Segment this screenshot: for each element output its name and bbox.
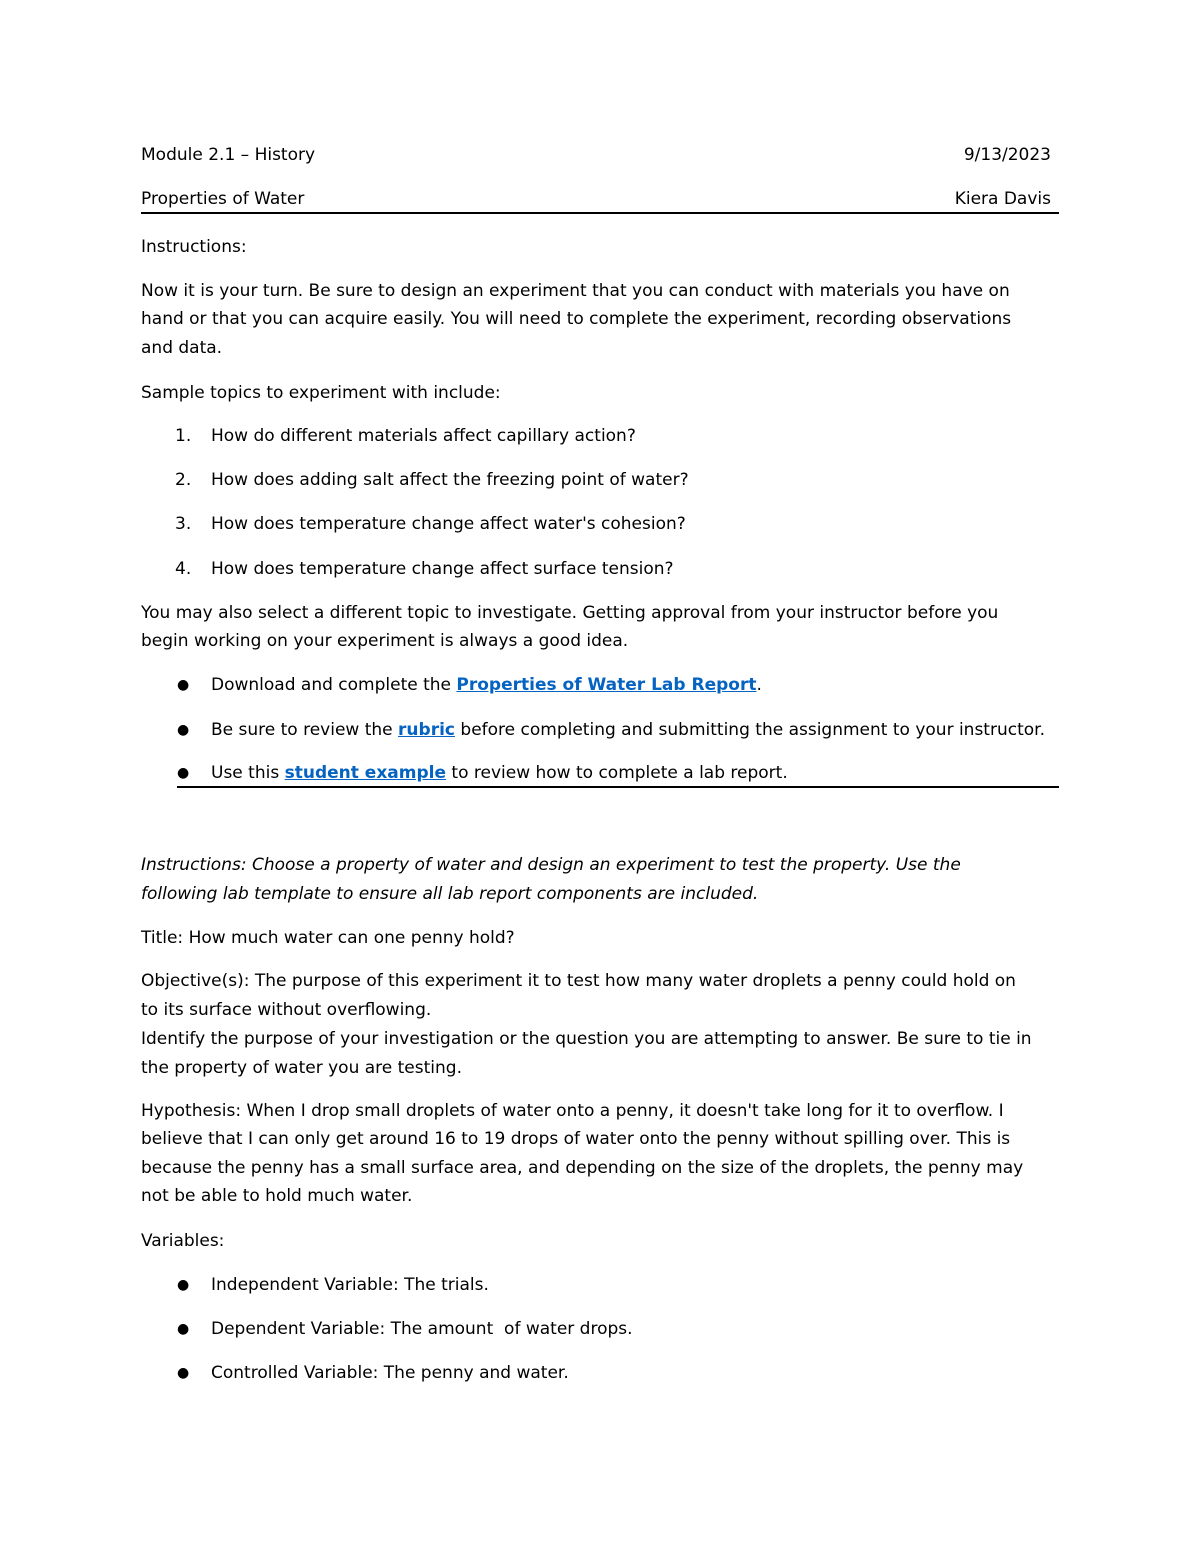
hypothesis-line-3: because the penny has a small surface area, and depending on the size of the droplets, the penny may — [141, 1158, 1024, 1178]
bullet-text — [211, 671, 762, 699]
student-example-link[interactable]: student example — [284, 763, 446, 783]
list-number: 1. — [175, 426, 192, 446]
header-row-2 — [141, 185, 1059, 213]
bullet-text — [211, 716, 1045, 744]
identify-line-1: Identify the purpose of your investigation or the question you are attempting to answer. Be sure to tie in — [141, 1029, 1032, 1049]
list-item-text: How does adding salt affect the freezing point of water? — [211, 470, 689, 490]
intro-line-1: Now it is your turn. Be sure to design an experiment that you can conduct with materials you have on — [141, 281, 1010, 301]
bullet-text-after: . — [756, 675, 762, 695]
variable-text: Controlled Variable: The penny and water. — [211, 1363, 569, 1383]
bullet-text-before: Download and complete the — [211, 675, 457, 695]
hypothesis-line-4: not be able to hold much water. — [141, 1186, 413, 1206]
variables-heading: Variables: — [141, 1231, 225, 1251]
template-instructions-line-2: following lab template to ensure all lab report components are included. — [141, 884, 759, 904]
intro-line-2: hand or that you can acquire easily. You will need to complete the experiment, recording observations — [141, 309, 1012, 329]
list-item-text: How does temperature change affect water's cohesion? — [211, 514, 686, 534]
alt-topic-line-1: You may also select a different topic to investigate. Getting approval from your instructor before you — [141, 603, 999, 623]
bullet-icon: ● — [177, 765, 190, 781]
bullet-icon: ● — [177, 722, 190, 738]
variable-text: Dependent Variable: The amount of water drops. — [211, 1319, 633, 1339]
intro-line-3: and data. — [141, 338, 223, 358]
bullet-text-after: to review how to complete a lab report. — [446, 763, 788, 783]
bullet-icon: ● — [177, 1365, 190, 1381]
bullet-text — [211, 759, 788, 787]
subject-label: Properties of Water — [141, 189, 305, 209]
objective-line-2: to its surface without overflowing. — [141, 1000, 432, 1020]
identify-line-2: the property of water you are testing. — [141, 1058, 462, 1078]
bullet-icon: ● — [177, 1277, 190, 1293]
header-row-1 — [141, 141, 1059, 169]
template-instructions-line-1: Instructions: Choose a property of water and design an experiment to test the property. Use the — [141, 855, 961, 875]
sample-topics-heading: Sample topics to experiment with include: — [141, 383, 501, 403]
bullet-text-after: before completing and submitting the assignment to your instructor. — [455, 720, 1045, 740]
objective-line-1: Objective(s): The purpose of this experiment it to test how many water droplets a penny could hold on — [141, 971, 1016, 991]
hypothesis-line-2: believe that I can only get around 16 to 19 drops of water onto the penny without spilling over. This is — [141, 1129, 1011, 1149]
list-item-text: How does temperature change affect surface tension? — [211, 559, 674, 579]
list-number: 4. — [175, 559, 192, 579]
rubric-link[interactable]: rubric — [398, 720, 455, 740]
header-rule — [141, 212, 1059, 214]
hypothesis-line-1: Hypothesis: When I drop small droplets of water onto a penny, it doesn't take long for it to overflow. I — [141, 1101, 1004, 1121]
lab-report-link[interactable]: Properties of Water Lab Report — [456, 675, 757, 695]
bullet-text-before: Be sure to review the — [211, 720, 399, 740]
bullet-text-before: Use this — [211, 763, 285, 783]
instructions-heading: Instructions: — [141, 237, 247, 257]
date-label: 9/13/2023 — [963, 145, 1051, 165]
variable-text: Independent Variable: The trials. — [211, 1275, 489, 1295]
author-label: Kiera Davis — [954, 189, 1051, 209]
list-number: 2. — [175, 470, 192, 490]
list-item-text: How do different materials affect capillary action? — [211, 426, 636, 446]
alt-topic-line-2: begin working on your experiment is always a good idea. — [141, 631, 629, 651]
bullet-icon: ● — [177, 677, 190, 693]
report-title: Title: How much water can one penny hold? — [141, 928, 515, 948]
list-number: 3. — [175, 514, 192, 534]
bullet-icon: ● — [177, 1321, 190, 1337]
instructions-rule — [177, 786, 1059, 788]
module-label: Module 2.1 – History — [141, 145, 316, 165]
